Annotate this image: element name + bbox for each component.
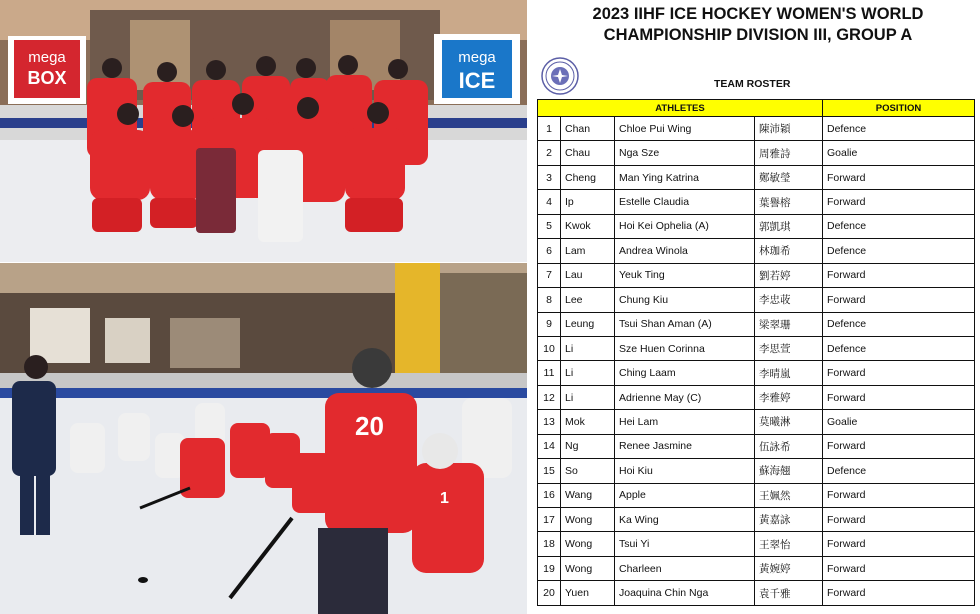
player-last-name: Yuen	[561, 581, 615, 605]
player-chinese-name: 王翠怡	[755, 532, 823, 556]
team-photo-illustration	[0, 0, 527, 262]
player-position: Defence	[823, 312, 975, 336]
player-first-name: Renee Jasmine	[615, 434, 755, 458]
roster-row	[538, 165, 975, 189]
roster-body	[538, 117, 975, 606]
roster-row	[538, 483, 975, 507]
player-last-name: Lam	[561, 239, 615, 263]
roster-table	[537, 99, 975, 606]
megabox-top: mega	[28, 49, 66, 66]
panel-gap	[527, 0, 536, 614]
jersey-number-1: 1	[440, 490, 449, 507]
hockey-association-logo-icon	[541, 57, 579, 95]
player-last-name: Ip	[561, 190, 615, 214]
team-photo	[0, 0, 527, 262]
roster-row	[538, 434, 975, 458]
player-number: 13	[538, 410, 561, 434]
player-last-name: Chan	[561, 117, 615, 141]
player-position: Defence	[823, 117, 975, 141]
player-number: 9	[538, 312, 561, 336]
player-chinese-name: 莫曦淋	[755, 410, 823, 434]
player-last-name: Li	[561, 361, 615, 385]
player-position: Forward	[823, 361, 975, 385]
player-last-name: Li	[561, 385, 615, 409]
player-last-name: Wang	[561, 483, 615, 507]
player-first-name: Ka Wing	[615, 508, 755, 532]
megaice-bottom: ICE	[458, 68, 496, 93]
player-first-name: Chloe Pui Wing	[615, 117, 755, 141]
roster-row	[538, 239, 975, 263]
player-chinese-name: 李晴嵐	[755, 361, 823, 385]
roster-row	[538, 263, 975, 287]
megaice-top: mega	[458, 49, 496, 66]
roster-row	[538, 117, 975, 141]
player-number: 16	[538, 483, 561, 507]
player-chinese-name: 劉若婷	[755, 263, 823, 287]
player-position: Goalie	[823, 141, 975, 165]
player-first-name: Sze Huen Corinna	[615, 336, 755, 360]
player-first-name: Andrea Winola	[615, 239, 755, 263]
player-number: 8	[538, 288, 561, 312]
player-chinese-name: 郭凱琪	[755, 214, 823, 238]
player-number: 5	[538, 214, 561, 238]
roster-row	[538, 508, 975, 532]
player-first-name: Ching Laam	[615, 361, 755, 385]
player-last-name: Kwok	[561, 214, 615, 238]
practice-photo-illustration	[0, 263, 527, 614]
player-first-name: Yeuk Ting	[615, 263, 755, 287]
roster-row	[538, 288, 975, 312]
megabox-bottom: BOX	[27, 68, 67, 88]
player-number: 4	[538, 190, 561, 214]
player-position: Forward	[823, 165, 975, 189]
roster-row	[538, 459, 975, 483]
player-position: Goalie	[823, 410, 975, 434]
player-last-name: Ng	[561, 434, 615, 458]
player-number: 11	[538, 361, 561, 385]
player-chinese-name: 袁千雅	[755, 581, 823, 605]
roster-row	[538, 361, 975, 385]
player-position: Forward	[823, 190, 975, 214]
player-number: 10	[538, 336, 561, 360]
player-position: Forward	[823, 385, 975, 409]
player-first-name: Hei Lam	[615, 410, 755, 434]
player-last-name: Wong	[561, 532, 615, 556]
player-first-name: Joaquina Chin Nga	[615, 581, 755, 605]
player-position: Forward	[823, 508, 975, 532]
player-position: Defence	[823, 336, 975, 360]
player-number: 7	[538, 263, 561, 287]
player-chinese-name: 陳沛穎	[755, 117, 823, 141]
player-number: 3	[538, 165, 561, 189]
player-chinese-name: 黃婉婷	[755, 556, 823, 580]
player-number: 14	[538, 434, 561, 458]
roster-row	[538, 385, 975, 409]
player-last-name: Chau	[561, 141, 615, 165]
player-position: Defence	[823, 214, 975, 238]
player-first-name: Apple	[615, 483, 755, 507]
player-last-name: Wong	[561, 508, 615, 532]
player-last-name: Wong	[561, 556, 615, 580]
player-first-name: Chung Kiu	[615, 288, 755, 312]
player-number: 20	[538, 581, 561, 605]
player-number: 6	[538, 239, 561, 263]
player-chinese-name: 黃嘉詠	[755, 508, 823, 532]
player-last-name: Li	[561, 336, 615, 360]
player-chinese-name: 林珈希	[755, 239, 823, 263]
player-last-name: Mok	[561, 410, 615, 434]
player-first-name: Tsui Shan Aman (A)	[615, 312, 755, 336]
roster-row	[538, 556, 975, 580]
player-chinese-name: 李忠荍	[755, 288, 823, 312]
player-position: Defence	[823, 239, 975, 263]
player-chinese-name: 李雅婷	[755, 385, 823, 409]
roster-title	[536, 4, 980, 46]
player-position: Forward	[823, 434, 975, 458]
player-last-name: Leung	[561, 312, 615, 336]
player-last-name: Cheng	[561, 165, 615, 189]
player-position: Forward	[823, 483, 975, 507]
player-first-name: Estelle Claudia	[615, 190, 755, 214]
roster-row	[538, 214, 975, 238]
player-first-name: Adrienne May (C)	[615, 385, 755, 409]
player-number: 18	[538, 532, 561, 556]
practice-photo	[0, 263, 527, 614]
player-position: Forward	[823, 288, 975, 312]
player-first-name: Charleen	[615, 556, 755, 580]
roster-row	[538, 141, 975, 165]
megaice-banner	[434, 34, 520, 104]
player-position: Forward	[823, 532, 975, 556]
player-number: 12	[538, 385, 561, 409]
player-position: Defence	[823, 459, 975, 483]
roster-header-row	[538, 100, 975, 117]
player-chinese-name: 李思萱	[755, 336, 823, 360]
title-line-1: 2023 IIHF ICE HOCKEY WOMEN'S WORLD	[592, 5, 924, 23]
megabox-banner	[8, 36, 86, 104]
roster-row	[538, 532, 975, 556]
player-last-name: Lee	[561, 288, 615, 312]
header-athletes: ATHLETES	[538, 100, 823, 117]
player-position: Forward	[823, 263, 975, 287]
player-first-name: Man Ying Katrina	[615, 165, 755, 189]
roster-row	[538, 336, 975, 360]
roster-row	[538, 312, 975, 336]
roster-row	[538, 410, 975, 434]
title-line-2: CHAMPIONSHIP DIVISION III, GROUP A	[603, 26, 913, 44]
roster-row	[538, 190, 975, 214]
roster-subtitle: TEAM ROSTER	[714, 78, 791, 90]
player-first-name: Tsui Yi	[615, 532, 755, 556]
player-number: 1	[538, 117, 561, 141]
player-chinese-name: 王姵然	[755, 483, 823, 507]
player-chinese-name: 周雅詩	[755, 141, 823, 165]
player-position: Forward	[823, 556, 975, 580]
roster-row	[538, 581, 975, 605]
player-chinese-name: 梁翠珊	[755, 312, 823, 336]
player-last-name: So	[561, 459, 615, 483]
player-chinese-name: 蘇海翹	[755, 459, 823, 483]
player-chinese-name: 伍詠希	[755, 434, 823, 458]
player-chinese-name: 鄭敏瑩	[755, 165, 823, 189]
player-number: 2	[538, 141, 561, 165]
player-position: Forward	[823, 581, 975, 605]
player-first-name: Hoi Kei Ophelia (A)	[615, 214, 755, 238]
player-number: 15	[538, 459, 561, 483]
player-chinese-name: 葉譽榕	[755, 190, 823, 214]
jersey-number-20: 20	[355, 411, 384, 441]
player-number: 17	[538, 508, 561, 532]
team-roster-panel	[536, 0, 980, 614]
player-last-name: Lau	[561, 263, 615, 287]
header-position: POSITION	[823, 100, 975, 117]
player-number: 19	[538, 556, 561, 580]
player-first-name: Hoi Kiu	[615, 459, 755, 483]
player-first-name: Nga Sze	[615, 141, 755, 165]
